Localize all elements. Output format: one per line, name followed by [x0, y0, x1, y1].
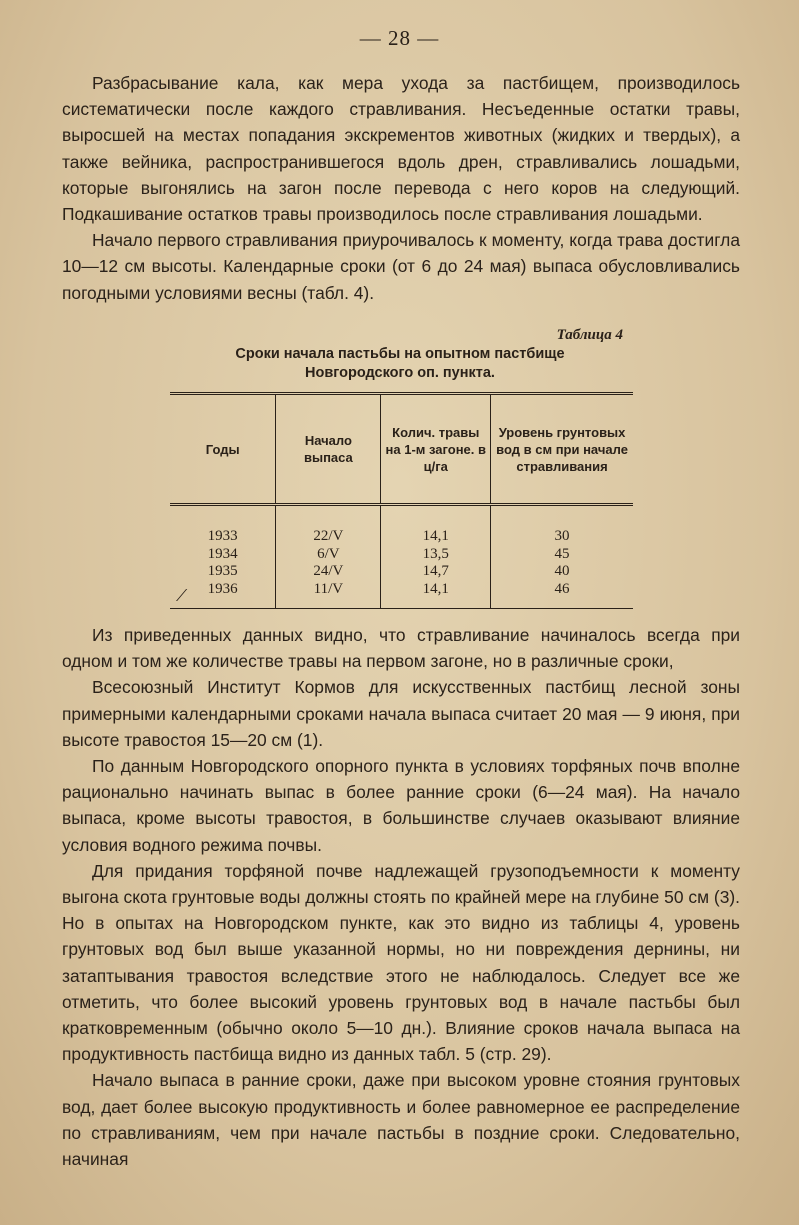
- table-title-line: Сроки начала пастьбы на опытном пастбище: [235, 346, 565, 362]
- page-number: — 28 —: [359, 26, 440, 50]
- cell-start: 6/V: [276, 546, 381, 564]
- table-title-line: Новгородского оп. пункта.: [305, 365, 495, 381]
- paragraph: Начало выпаса в ранние сроки, даже при высоком уровне стояния грунтовых вод, дает более высокую продуктивность и более равномерное ее распределение по стравливаниям, чем при начале пастьбы в поздние сроки. Следовательно, начиная: [62, 1070, 740, 1170]
- cell-year: 1935: [207, 563, 238, 579]
- table-caption: [150, 345, 650, 383]
- text-block-bottom: [62, 622, 740, 1172]
- cell-grass: 14,1: [381, 505, 491, 546]
- table-header-row: [170, 394, 633, 505]
- data-table: [170, 392, 633, 609]
- cell-start: 22/V: [276, 505, 381, 546]
- paragraph: Всесоюзный Институт Кормов для искусственных пастбищ лесной зоны примерными календарными сроками начала выпаса считает 20 мая — 9 июня, при высоте травостоя 15—20 см (1).: [62, 677, 740, 750]
- cell-water: 46: [491, 581, 633, 609]
- paragraph: Разбрасывание кала, как мера ухода за пастбищем, производилось систематически после каждого стравливания. Несъеденные остатки травы, выросшей на местах попадания экскрементов животных (жидких и твердых), а также вейника, распространившегося вдоль дрен, стравливались лошадьми, которые выгонялись на загон после перевода с него коров на следующий. Подкашивание остатков травы производилось после стравливания лошадьми.: [62, 73, 740, 225]
- table-number: Таблица 4: [556, 327, 623, 343]
- table-row: [170, 546, 633, 564]
- column-header-water-level: Уровень грунтовых вод в см при начале стравливания: [491, 394, 633, 505]
- paragraph: Для придания торфяной почве надлежащей грузоподъемности к моменту выгона скота грунтовые воды должны стоять по крайней мере на глубине 50 см (3). Но в опытах на Новгородском пункте, как это видно из таблицы 4, уровень грунтовых вод был выше указанной нормы, но ни повреждения дернины, ни затаптывания травостоя вследствие этого не наблюдалось. Следует все же отметить, что более высокий уровень грунтовых вод в начале пастьбы был кратковременным (обычно около 5—10 дн.). Влияние сроков начала выпаса на продуктивность пастбища видно из данных табл. 5 (стр. 29).: [62, 860, 740, 1065]
- cell-year: 1936: [170, 581, 276, 609]
- paragraph: По данным Новгородского опорного пункта в условиях торфяных почв вполне рационально начинать выпас в более ранние сроки (6—24 мая). На начало выпаса, кроме высоты травостоя, в большинстве случаев оказывают влияние условия водного режима почвы.: [62, 756, 740, 855]
- cell-start: 24/V: [276, 563, 381, 581]
- cell-grass: 14,1: [381, 581, 491, 609]
- column-header-grass: Колич. травы на 1-м загоне. в ц/га: [381, 394, 491, 505]
- paragraph: Начало первого стравливания приурочивалось к моменту, когда трава достигла 10—12 см высоты. Календарные сроки (от 6 до 24 мая) выпаса обусловливались погодными условиями весны (табл. 4).: [62, 230, 740, 303]
- cell-water: 30: [491, 505, 633, 546]
- cell-grass: 13,5: [381, 546, 491, 564]
- cell-water: 40: [491, 563, 633, 581]
- text-block-top: [62, 70, 740, 306]
- pencil-mark-icon: ⟋: [176, 588, 188, 605]
- cell-water: 45: [491, 546, 633, 564]
- table-row: [170, 581, 633, 609]
- cell-year: 1934: [207, 545, 238, 562]
- cell-year: 1933: [207, 528, 238, 544]
- column-header-years: Годы: [170, 394, 276, 505]
- table-row: [170, 563, 633, 581]
- cell-grass: 14,7: [381, 563, 491, 581]
- column-header-start: Начало выпаса: [276, 394, 381, 505]
- table-row: [170, 505, 633, 546]
- cell-start: 11/V: [276, 581, 381, 609]
- paragraph: Из приведенных данных видно, что стравливание начиналось всегда при одном и том же количестве травы на первом загоне, но в различные сроки,: [62, 625, 740, 672]
